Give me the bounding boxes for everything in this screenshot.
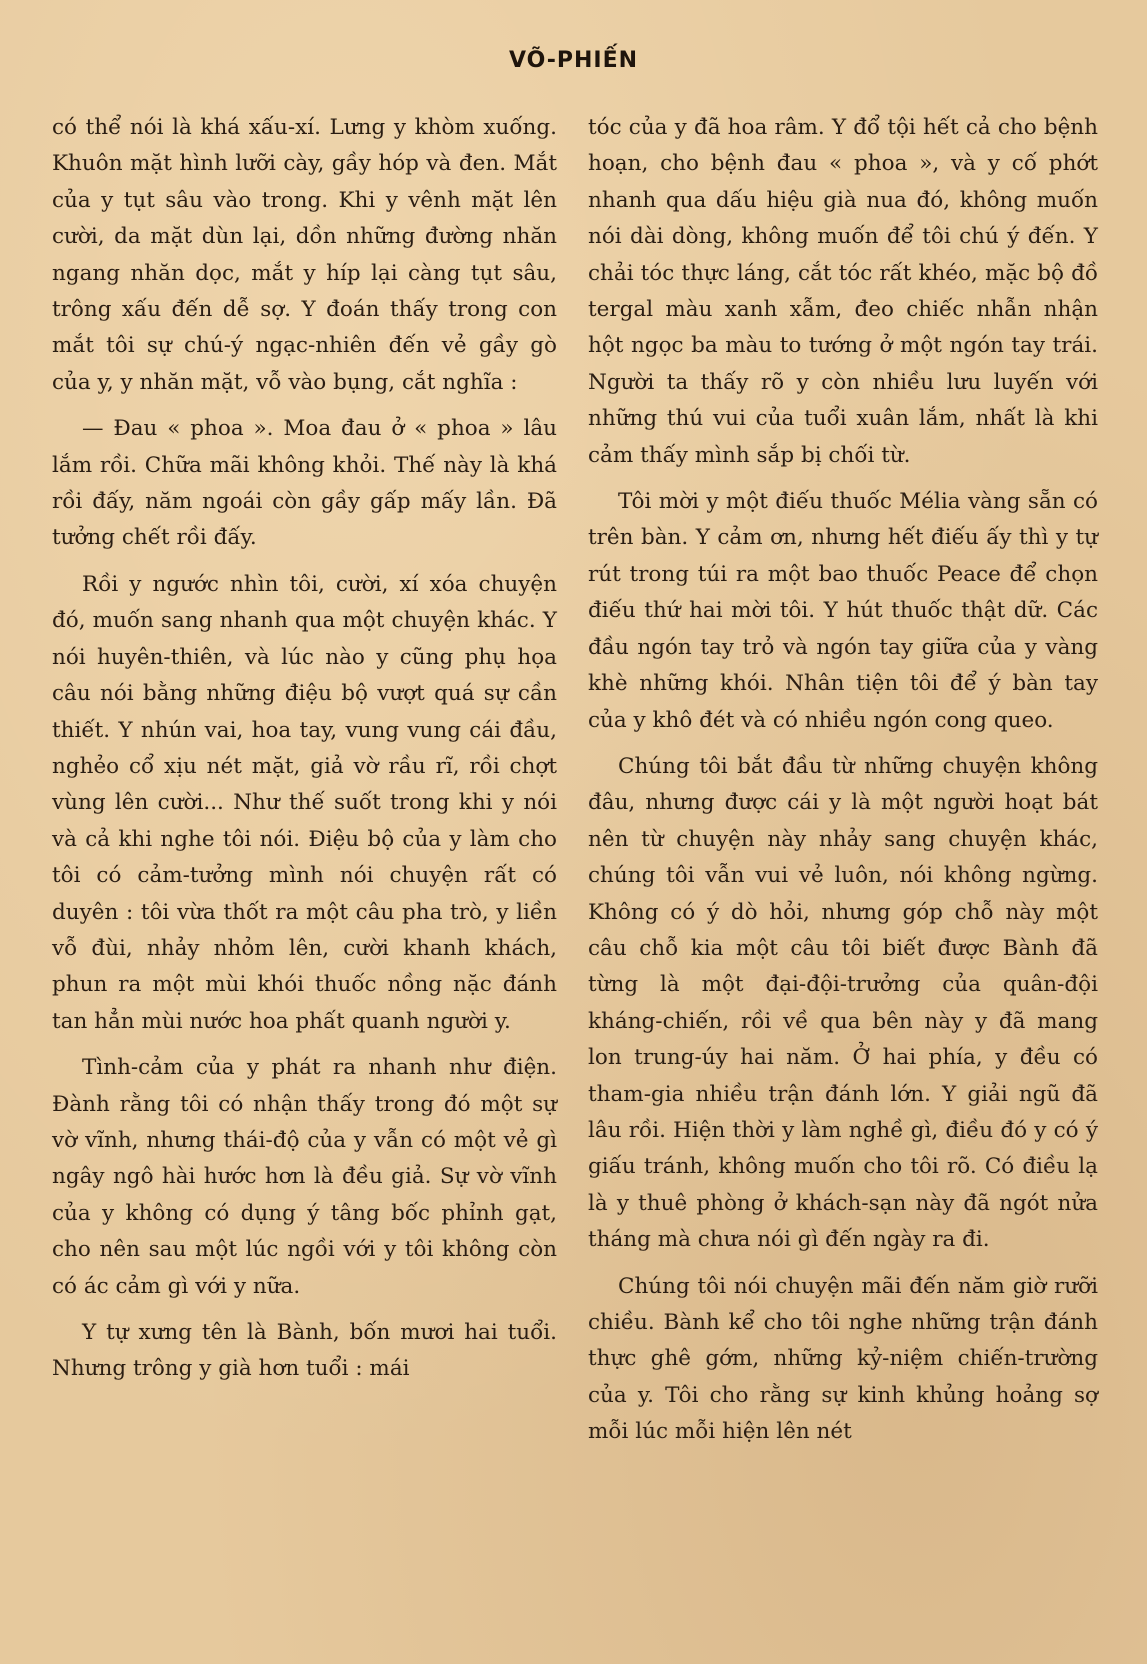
left-text-column — [52, 110, 557, 1398]
paragraph: Chúng tôi nói chuyện mãi đến năm giờ rưỡi chiều. Bành kể cho tôi nghe những trận đánh thực ghê gớm, những kỷ-niệm chiến-trường của y. Tôi cho rằng sự kinh khủng hoảng sợ mỗi lúc mỗi hiện lên nét — [588, 1273, 1098, 1445]
paragraph: Y tự xưng tên là Bành, bốn mươi hai tuổi. Nhưng trông y già hơn tuổi : mái — [52, 1320, 557, 1382]
page-header-author: VÕ-PHIẾN — [508, 48, 639, 73]
paragraph: Tôi mời y một điếu thuốc Mélia vàng sẵn có trên bàn. Y cảm ơn, nhưng hết điếu ấy thì y tự rút trong túi ra một bao thuốc Peace để chọn điếu thứ hai mời tôi. Y hút thuốc thật dữ. Các đầu ngón tay trỏ và ngón tay giữa của y vàng khè những khói. Nhân tiện tôi để ý bàn tay của y khô đét và có nhiều ngón cong queo. — [588, 489, 1098, 733]
right-text-column — [588, 110, 1098, 1461]
paragraph: — Đau « phoa ». Moa đau ở « phoa » lâu lắm rồi. Chữa mãi không khỏi. Thế này là khá rồi đấy, năm ngoái còn gầy gấp mấy lần. Đã tưởng chết rồi đấy. — [52, 416, 557, 551]
paragraph: có thể nói là khá xấu-xí. Lưng y khòm xuống. Khuôn mặt hình lưỡi cày, gầy hóp và đen. Mắt của y tụt sâu vào trong. Khi y vênh mặt lên cười, da mặt dùn lại, dồn những đường nhăn ngang nhăn dọc, mắt y híp lại càng tụt sâu, trông xấu đến dễ sợ. Y đoán thấy trong con mắt tôi sự chú-ý ngạc-nhiên đến vẻ gầy gò của y, y nhăn mặt, vỗ vào bụng, cắt nghĩa : — [52, 115, 557, 395]
paragraph: Chúng tôi bắt đầu từ những chuyện không đâu, nhưng được cái y là một người hoạt bát nên từ chuyện này nhảy sang chuyện khác, chúng tôi vẫn vui vẻ luôn, nói không ngừng. Không có ý dò hỏi, nhưng góp chỗ này một câu chỗ kia một câu tôi biết được Bành đã từng là một đại-đội-trưởng của quân-đội kháng-chiến, rồi về qua bên này y đã mang lon trung-úy hai năm. Ở hai phía, y đều có tham-gia nhiều trận đánh lớn. Y giải ngũ đã lâu rồi. Hiện thời y làm nghề gì, điều đó y có ý giấu tránh, không muốn cho tôi rõ. Có điều lạ là y thuê phòng ở khách-sạn này đã ngót nửa tháng mà chưa nói gì đến ngày ra đi. — [588, 753, 1098, 1253]
paragraph: Rồi y ngước nhìn tôi, cười, xí xóa chuyện đó, muốn sang nhanh qua một chuyện khác. Y nói huyên-thiên, và lúc nào y cũng phụ họa câu nói bằng những điệu bộ vượt quá sự cần thiết. Y nhún vai, hoa tay, vung vung cái đầu, nghẻo cổ xịu nét mặt, giả vờ rầu rĩ, rồi chợt vùng lên cười... Như thế suốt trong khi y nói và cả khi nghe tôi nói. Điệu bộ của y làm cho tôi có cảm-tưởng mình nói chuyện rất có duyên : tôi vừa thốt ra một câu pha trò, y liền vỗ đùi, nhảy nhỏm lên, cười khanh khách, phun ra một mùi khói thuốc nồng nặc đánh tan hẳn mùi nước hoa phất quanh người y. — [52, 571, 557, 1034]
paragraph: tóc của y đã hoa râm. Y đổ tội hết cả cho bệnh hoạn, cho bệnh đau « phoa », và y cố phớt nhanh qua dấu hiệu già nua đó, không muốn nói dài dòng, không muốn để tôi chú ý đến. Y chải tóc thực láng, cắt tóc rất khéo, mặc bộ đồ tergal màu xanh xẫm, đeo chiếc nhẫn nhận hột ngọc ba màu to tướng ở một ngón tay trái. Người ta thấy rõ y còn nhiều lưu luyến với những thú vui của tuổi xuân lắm, nhất là khi cảm thấy mình sắp bị chối từ. — [588, 115, 1098, 468]
paragraph: Tình-cảm của y phát ra nhanh như điện. Đành rằng tôi có nhận thấy trong đó một sự vờ vĩnh, nhưng thái-độ của y vẫn có một vẻ gì ngây ngô hài hước hơn là đều giả. Sự vờ vĩnh của y không có dụng ý tâng bốc phỉnh gạt, cho nên sau một lúc ngồi với y tôi không còn có ác cảm gì với y nữa. — [52, 1055, 557, 1299]
